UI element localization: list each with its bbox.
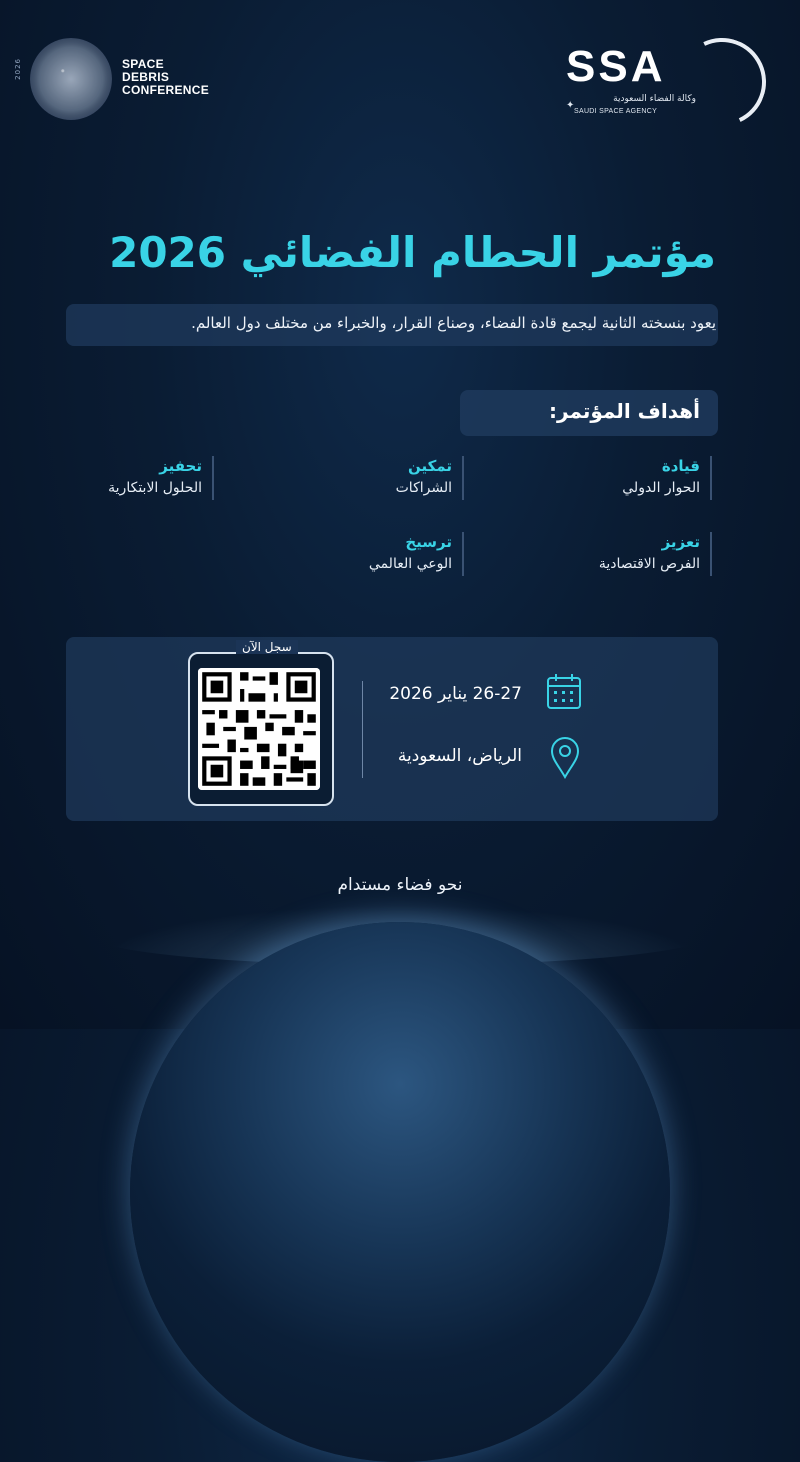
goal-title: تحفيز	[159, 457, 202, 475]
registration-panel	[66, 637, 718, 821]
goal-title: ترسيخ	[405, 533, 452, 551]
location-pin-icon	[548, 735, 582, 779]
orbit-swoosh-icon	[666, 26, 779, 139]
conference-name-line-1: SPACE	[122, 57, 164, 71]
register-now-label: سجل الآن	[236, 640, 298, 654]
goal-title: قيادة	[661, 457, 700, 475]
page-title: مؤتمر الحطام الفضائي 2026	[109, 228, 716, 277]
panel-divider	[362, 681, 363, 778]
ssa-logo-letters: SSA	[566, 42, 666, 91]
goal-item	[622, 456, 712, 500]
qr-code[interactable]	[198, 668, 320, 790]
goal-text: الحوار الدولي	[622, 480, 700, 496]
goal-title: تعزيز	[661, 533, 700, 551]
earth-image	[130, 922, 670, 1462]
agency-name-english: SAUDI SPACE AGENCY	[574, 108, 658, 115]
debris-globe-logo	[30, 38, 112, 120]
goals-heading: أهداف المؤتمر:	[549, 399, 700, 423]
saudi-emblem-icon: ✦	[566, 100, 575, 111]
subtitle: يعود بنسخته الثانية ليجمع قادة الفضاء، وصناع القرار، والخبراء من مختلف دول العالم.	[191, 314, 716, 332]
goal-text: الوعي العالمي	[368, 556, 452, 572]
goal-text: الفرص الاقتصادية	[598, 556, 700, 572]
conference-name-line-2: DEBRIS	[122, 70, 170, 84]
calendar-icon	[546, 672, 582, 710]
goal-item	[108, 456, 214, 500]
ssa-logo	[566, 38, 766, 120]
goal-item	[599, 532, 712, 576]
goal-text: الشراكات	[395, 480, 452, 496]
goal-item	[396, 456, 464, 500]
tagline: نحو فضاء مستدام	[337, 875, 463, 895]
event-location: الرياض، السعودية	[397, 746, 522, 766]
conference-name-line-3: CONFERENCE	[122, 83, 210, 97]
event-date: 26-27 يناير 2026	[389, 684, 522, 704]
conference-logo-text	[122, 58, 209, 97]
agency-name-arabic: وكالة الفضاء السعودية	[613, 94, 696, 104]
goal-title: تمكين	[407, 457, 452, 475]
year-vertical-label: 2026	[14, 58, 22, 80]
goal-text: الحلول الابتكارية	[108, 480, 202, 496]
goal-item	[369, 532, 464, 576]
